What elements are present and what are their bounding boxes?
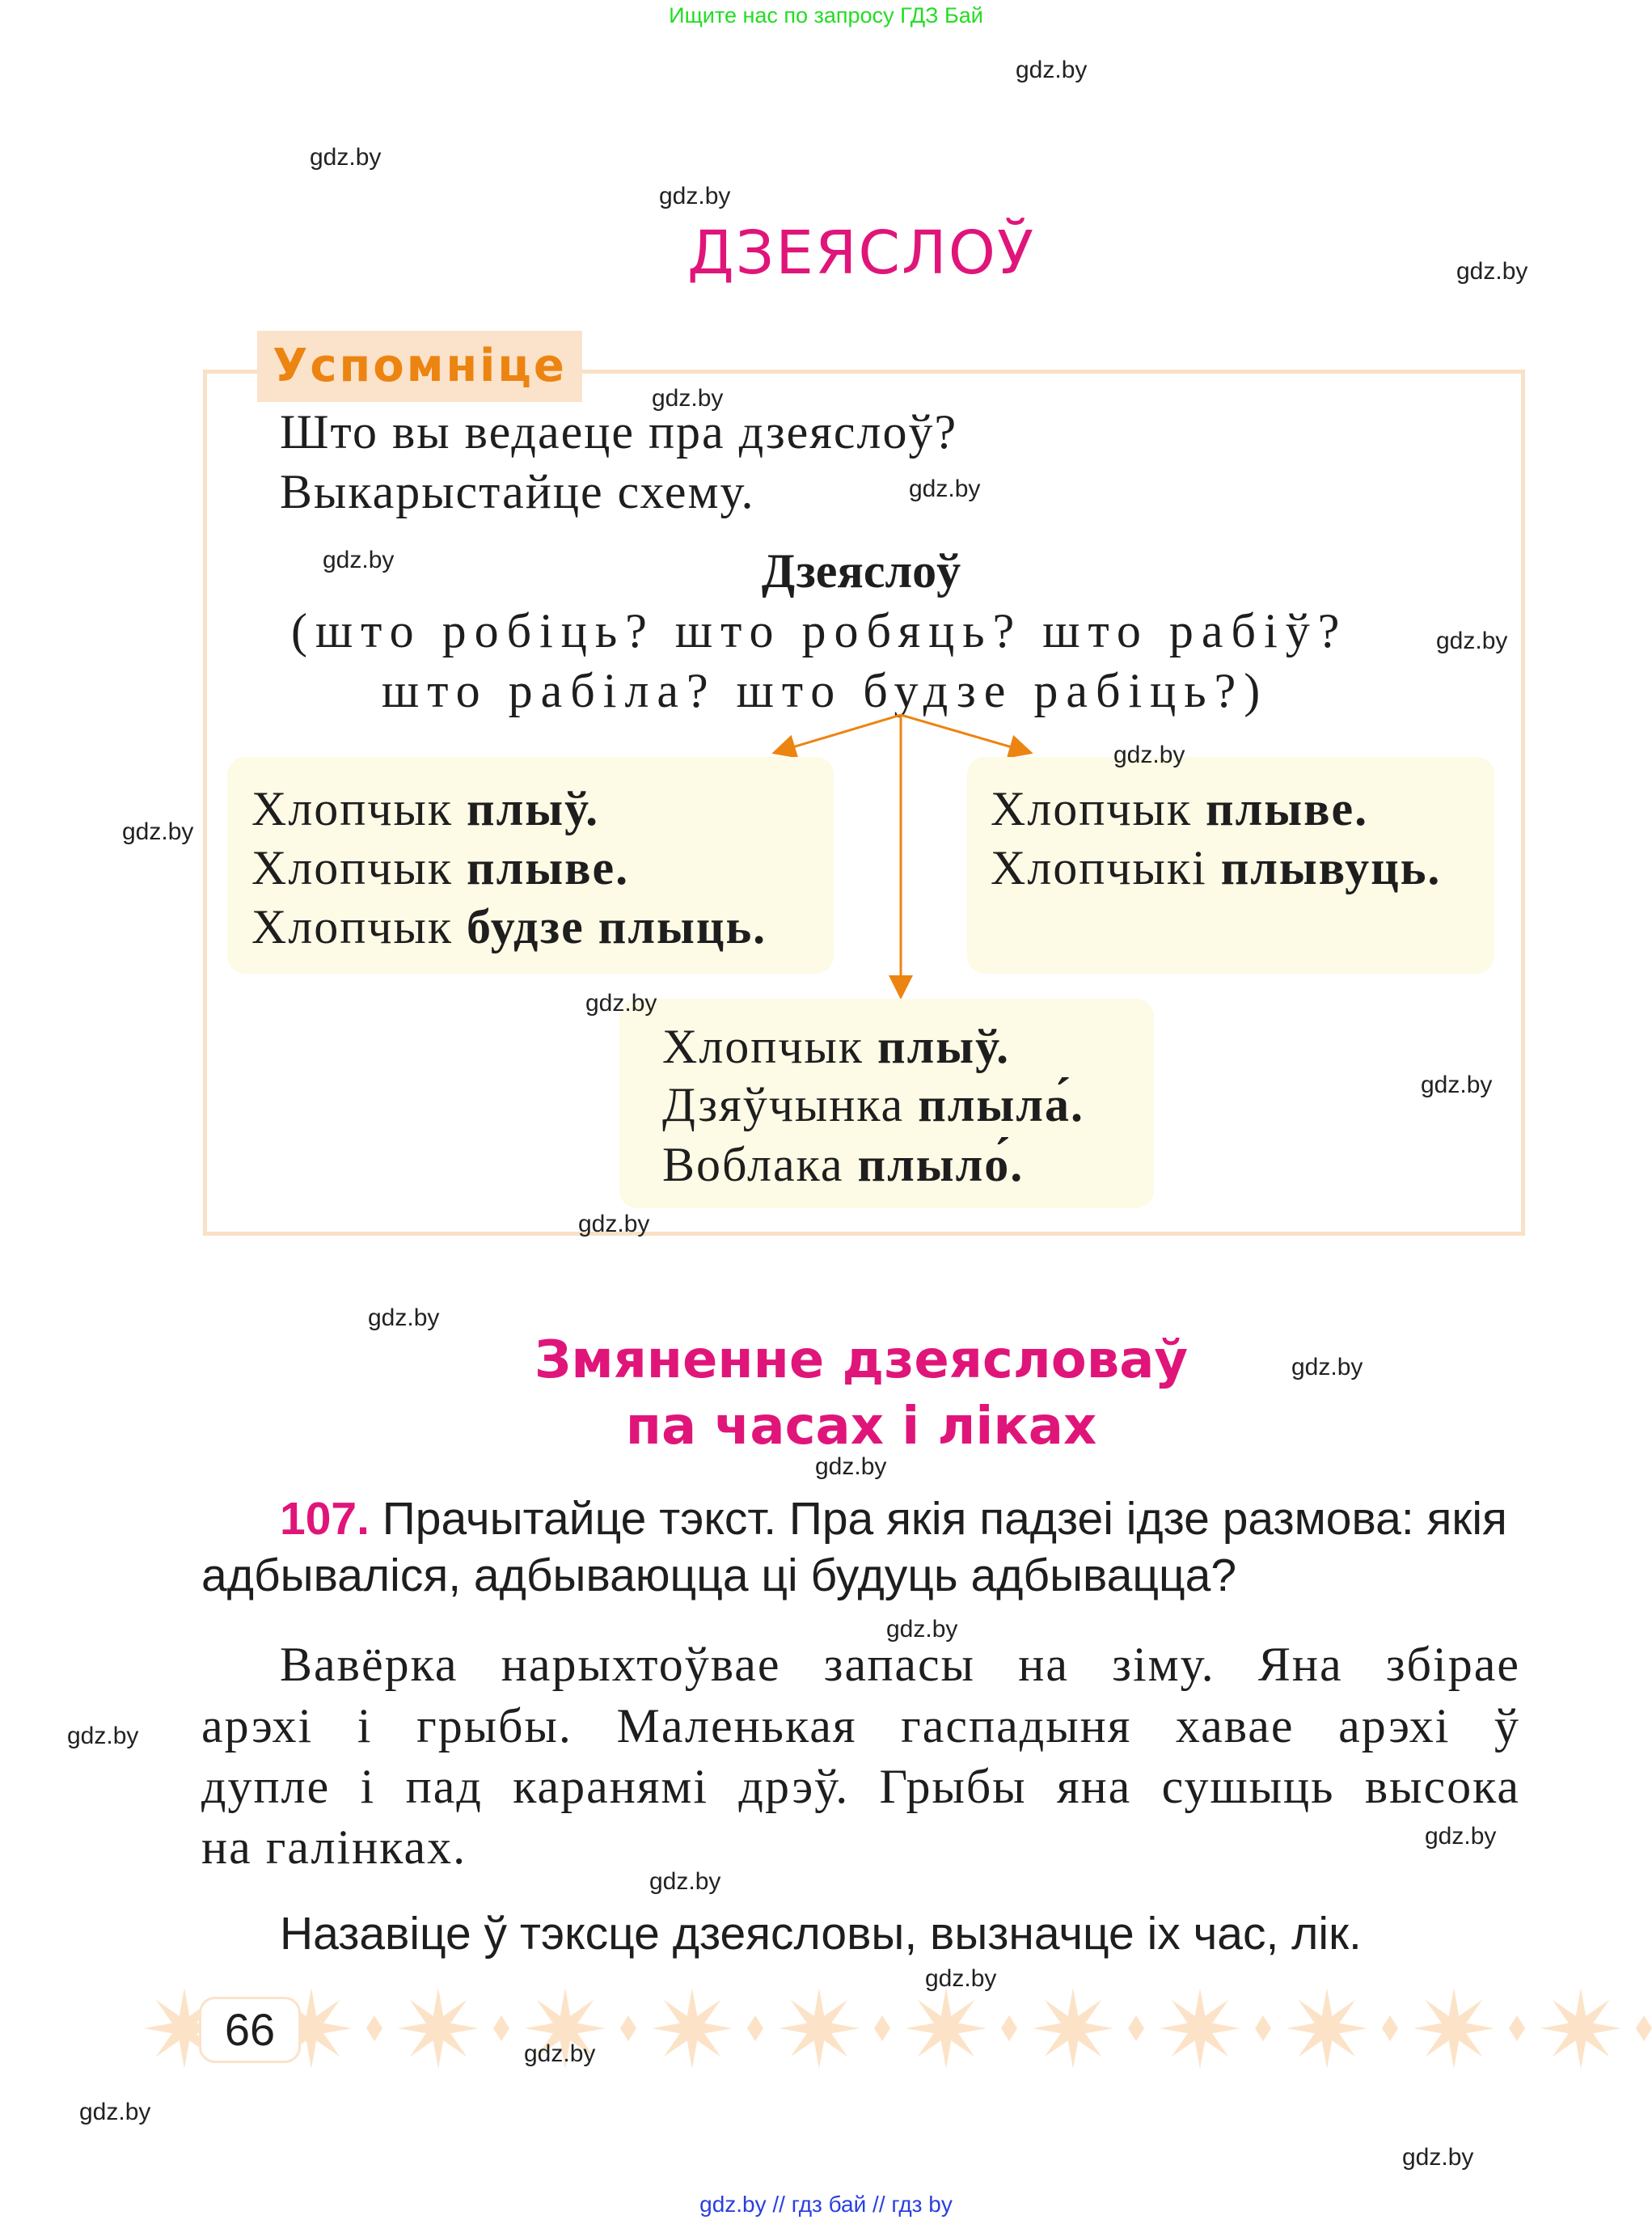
watermark: gdz.by bbox=[323, 547, 395, 573]
watermark: gdz.by bbox=[1456, 258, 1528, 285]
section-title-line-1: Змяненне дзеясловаў bbox=[534, 1330, 1189, 1390]
watermark: gdz.by bbox=[67, 1723, 139, 1749]
exercise-task-cont: адбываліся, адбываюцца ці будуць адбывацца? bbox=[201, 1550, 1237, 1601]
exercise-followup: Назавіце ў тэксце дзеясловы, вызначце іх час, лік. bbox=[280, 1908, 1362, 1960]
watermark: gdz.by bbox=[659, 183, 731, 209]
ornament-star bbox=[906, 1988, 987, 2069]
section-title-line-2: па часах і ліках bbox=[625, 1397, 1097, 1457]
watermark: gdz.by bbox=[925, 1965, 997, 1992]
page-title: ДЗЕЯСЛОЎ bbox=[687, 218, 1036, 288]
text-line: Вавёрка нарыхтоўвае запасы на зіму. Яна збірае bbox=[280, 1638, 1520, 1691]
example-line: Дзяўчынка плыла́. bbox=[662, 1078, 1084, 1131]
ornament-diamond bbox=[493, 2015, 509, 2041]
watermark: gdz.by bbox=[524, 2040, 596, 2067]
ornament-star bbox=[1413, 1988, 1494, 2069]
ornament-star bbox=[1160, 1988, 1240, 2069]
watermark: gdz.by bbox=[122, 818, 194, 845]
ornament-star bbox=[1287, 1988, 1367, 2069]
exercise-number: 107. bbox=[280, 1493, 370, 1545]
remember-question: Што вы ведаеце пра дзеяслоў? bbox=[280, 405, 958, 459]
ornament-star bbox=[1540, 1988, 1621, 2069]
ornament-diamond bbox=[1382, 2015, 1398, 2041]
remember-tab: Успомніце bbox=[257, 331, 582, 402]
scheme-questions-1: (што робіць? што робяць? што рабіў? bbox=[291, 604, 1348, 657]
exercise-task: 107. Прачытайце тэкст. Пра якія падзеі ідзе размова: якія bbox=[280, 1493, 1507, 1545]
watermark: gdz.by bbox=[1421, 1072, 1493, 1098]
example-line: Хлопчыкі плывуць. bbox=[991, 841, 1442, 894]
ornament-diamond bbox=[747, 2015, 763, 2041]
ornament-star bbox=[652, 1988, 733, 2069]
arrow-right bbox=[901, 715, 1029, 752]
example-line: Хлопчык плыў. bbox=[662, 1020, 1011, 1073]
arrow-left bbox=[776, 715, 901, 752]
watermark: gdz.by bbox=[79, 2099, 151, 2125]
remember-instruction: Выкарыстайце схему. bbox=[280, 465, 755, 518]
search-hint: Ищите нас по запросу ГДЗ Бай bbox=[669, 3, 983, 27]
footer-links[interactable]: gdz.by // гдз бай // гдз by bbox=[699, 2192, 953, 2217]
text-line: дупле і пад каранямі дрэў. Грыбы яна сушыць высока bbox=[201, 1760, 1520, 1813]
example-line: Воблака плыло́. bbox=[662, 1138, 1025, 1191]
ornament-diamond bbox=[1001, 2015, 1017, 2041]
example-line: Хлопчык будзе плыць. bbox=[251, 900, 767, 953]
ornament-star bbox=[1033, 1988, 1113, 2069]
scheme-questions-2: што рабіла? што будзе рабіць?) bbox=[382, 664, 1269, 717]
ornament-diamond bbox=[366, 2015, 382, 2041]
watermark: gdz.by bbox=[585, 990, 657, 1017]
watermark: gdz.by bbox=[1291, 1354, 1363, 1380]
text-line: арэхі і грыбы. Маленькая гаспадыня хавае арэхі ў bbox=[201, 1699, 1520, 1753]
text-line: на галінках. bbox=[201, 1820, 467, 1874]
scheme-heading: Дзеяслоў bbox=[761, 544, 961, 598]
watermark: gdz.by bbox=[1402, 2144, 1474, 2171]
watermark: gdz.by bbox=[1436, 628, 1508, 654]
ornament-diamond bbox=[1509, 2015, 1525, 2041]
example-line: Хлопчык плыве. bbox=[251, 841, 630, 894]
ornament-diamond bbox=[1636, 2015, 1652, 2041]
ornament-diamond bbox=[874, 2015, 890, 2041]
ornament-diamond bbox=[1255, 2015, 1271, 2041]
example-line: Хлопчык плыў. bbox=[251, 782, 600, 835]
example-line: Хлопчык плыве. bbox=[991, 782, 1369, 835]
page-number: 66 bbox=[199, 1997, 301, 2063]
watermark: gdz.by bbox=[578, 1211, 650, 1237]
watermark: gdz.by bbox=[909, 476, 981, 502]
watermark: gdz.by bbox=[649, 1868, 721, 1895]
watermark: gdz.by bbox=[652, 385, 724, 412]
watermark: gdz.by bbox=[886, 1616, 958, 1643]
watermark: gdz.by bbox=[368, 1304, 440, 1331]
watermark: gdz.by bbox=[1016, 57, 1088, 83]
gender-card bbox=[619, 999, 1154, 1208]
ornament-diamond bbox=[1128, 2015, 1144, 2041]
ornament-star bbox=[779, 1988, 860, 2069]
watermark: gdz.by bbox=[815, 1453, 887, 1480]
watermark: gdz.by bbox=[1425, 1823, 1497, 1850]
watermark: gdz.by bbox=[1113, 742, 1185, 768]
present-past-future-card bbox=[227, 757, 834, 974]
ornament-diamond bbox=[620, 2015, 636, 2041]
ornament-star bbox=[398, 1988, 479, 2069]
number-card bbox=[967, 757, 1494, 974]
watermark: gdz.by bbox=[310, 144, 382, 171]
